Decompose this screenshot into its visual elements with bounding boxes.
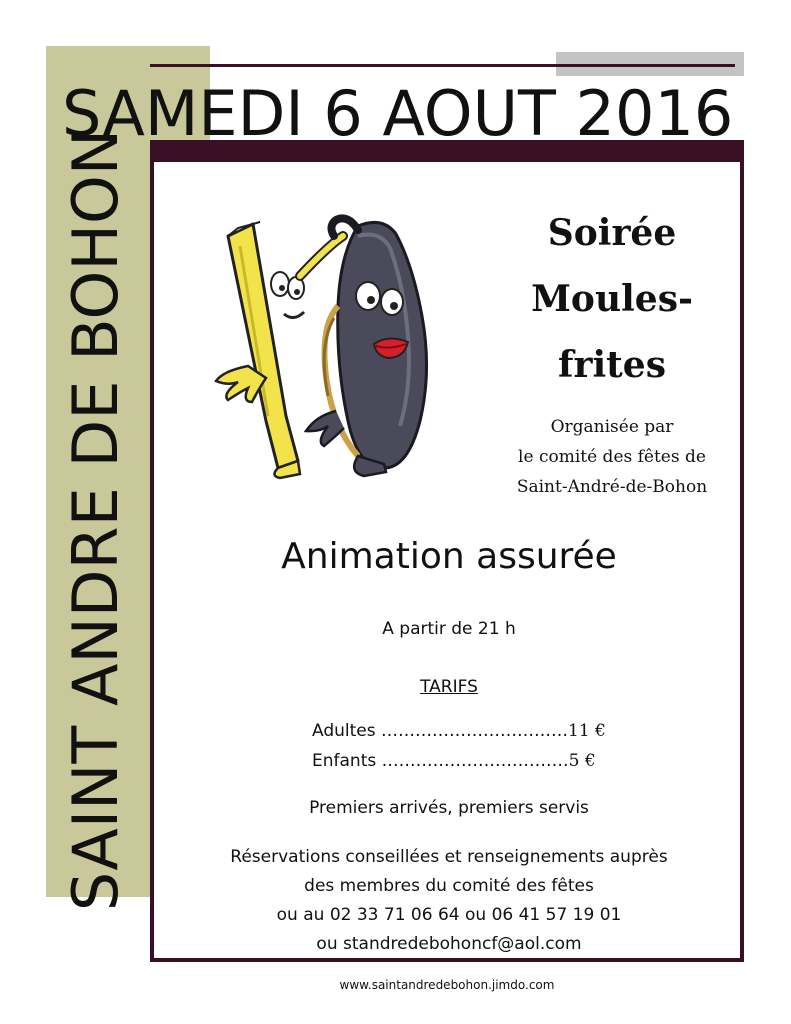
first-served-note: Premiers arrivés, premiers servis [309,798,589,818]
event-title-line: frites [558,344,666,386]
event-title-line: Soirée [547,212,677,254]
price-row-adults [312,718,692,744]
event-title-line: Moules- [531,278,693,320]
organizer-line: le comité des fêtes de [518,447,706,467]
organizer-block [494,412,730,502]
organizer-line: Saint-André-de-Bohon [516,477,708,497]
top-divider-line [150,64,735,67]
fry-and-mussel-illustration [208,206,458,481]
start-time: A partir de 21 h [382,619,516,639]
reservation-email-line: ou standredebohoncf@aol.com [316,934,582,954]
website-url: www.saintandredebohon.jimdo.com [339,978,555,992]
reservation-block [156,843,742,959]
tarifs-heading: TARIFS [420,677,478,697]
date-title: SAMEDI 6 AOUT 2016 [62,77,734,150]
price-row-children [312,748,692,774]
organizer-line: Organisée par [550,417,674,437]
price-value: 11 € [568,721,606,741]
village-vertical-title: SAINT ANDRE DE BOHON [59,128,132,912]
price-value: 5 € [568,751,596,771]
animation-heading: Animation assurée [281,536,617,577]
price-label: Adultes …………………………… [312,721,569,741]
reservation-phone-line: ou au 02 33 71 06 64 ou 06 41 57 19 01 [276,905,622,925]
reservation-line: des membres du comité des fêtes [304,876,594,896]
event-title [500,200,724,398]
price-label: Enfants …………………………… [312,751,569,771]
reservation-line: Réservations conseillées et renseignements auprès [230,847,668,867]
